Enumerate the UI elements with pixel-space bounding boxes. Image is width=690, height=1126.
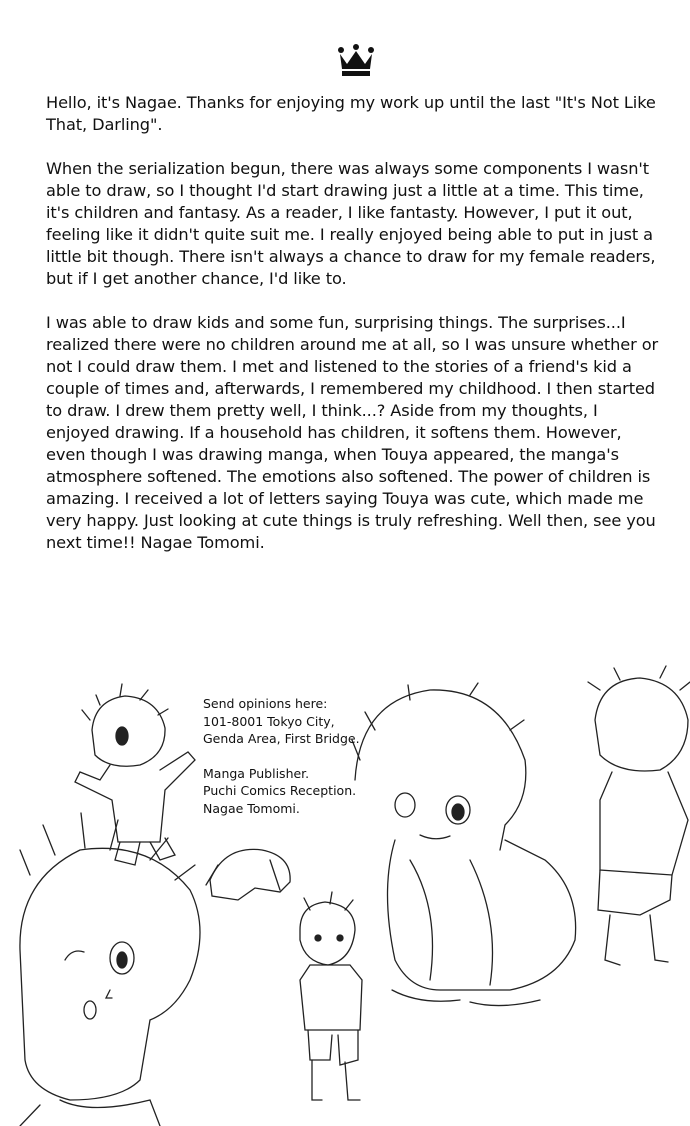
crawling-child-figure [206,849,290,900]
boy-face-figure [20,813,200,1126]
paragraph-children: I was able to draw kids and some fun, surprising things. The surprises...I realized there were no children around me at all, so I was unsure whether or not I could draw them. I met and listened to the stories of a friend's kid a couple of times and, afterwards, I remembered my childhood. I then started to draw. I drew them pretty well, I think...? Aside from my thoughts, I enjoyed drawing. If a household has children, it softens them. However, even though I was drawing manga, when Touya appeared, the manga's atmosphere softened. The emotions also softened. The power of children is amazing. I received a lot of letters saying Touya was cute, which made me very happy. Just looking at cute things is truly refreshing. Well then, see you next time!! Nagae Tomomi. [46,313,659,552]
back-view-child-figure [588,666,690,965]
address-line: Send opinions here: [203,696,328,711]
address-line: 101-8001 Tokyo City, [203,713,335,729]
jumping-child-figure [75,684,195,865]
sitting-child-figure [352,683,576,1006]
standing-child-figure [300,892,362,1100]
crown-icon [337,44,375,78]
paragraph-greeting: Hello, it's Nagae. Thanks for enjoying my work up until the last "It's Not Like That, Darling". [46,93,656,134]
paragraph-serialization: When the serialization begun, there was always some components I wasn't able to draw, so I thought I'd start drawing just a little at a time. This time, it's children and fantasy. As a reader, I like fantasty. However, I put it out, feeling like it didn't quite suit me. I really enjoyed being able to put in just a little bit though. There isn't always a chance to draw for my female readers, but if I get another chance, I'd like to. [46,159,656,288]
address-line: Genda Area, First Bridge. [203,731,360,746]
address-line: Puchi Comics Reception. [203,783,357,798]
afterword-text [46,92,660,576]
mailing-address [203,695,373,817]
address-line: Nagae Tomomi. [203,800,300,816]
address-line: Manga Publisher. [203,765,310,781]
